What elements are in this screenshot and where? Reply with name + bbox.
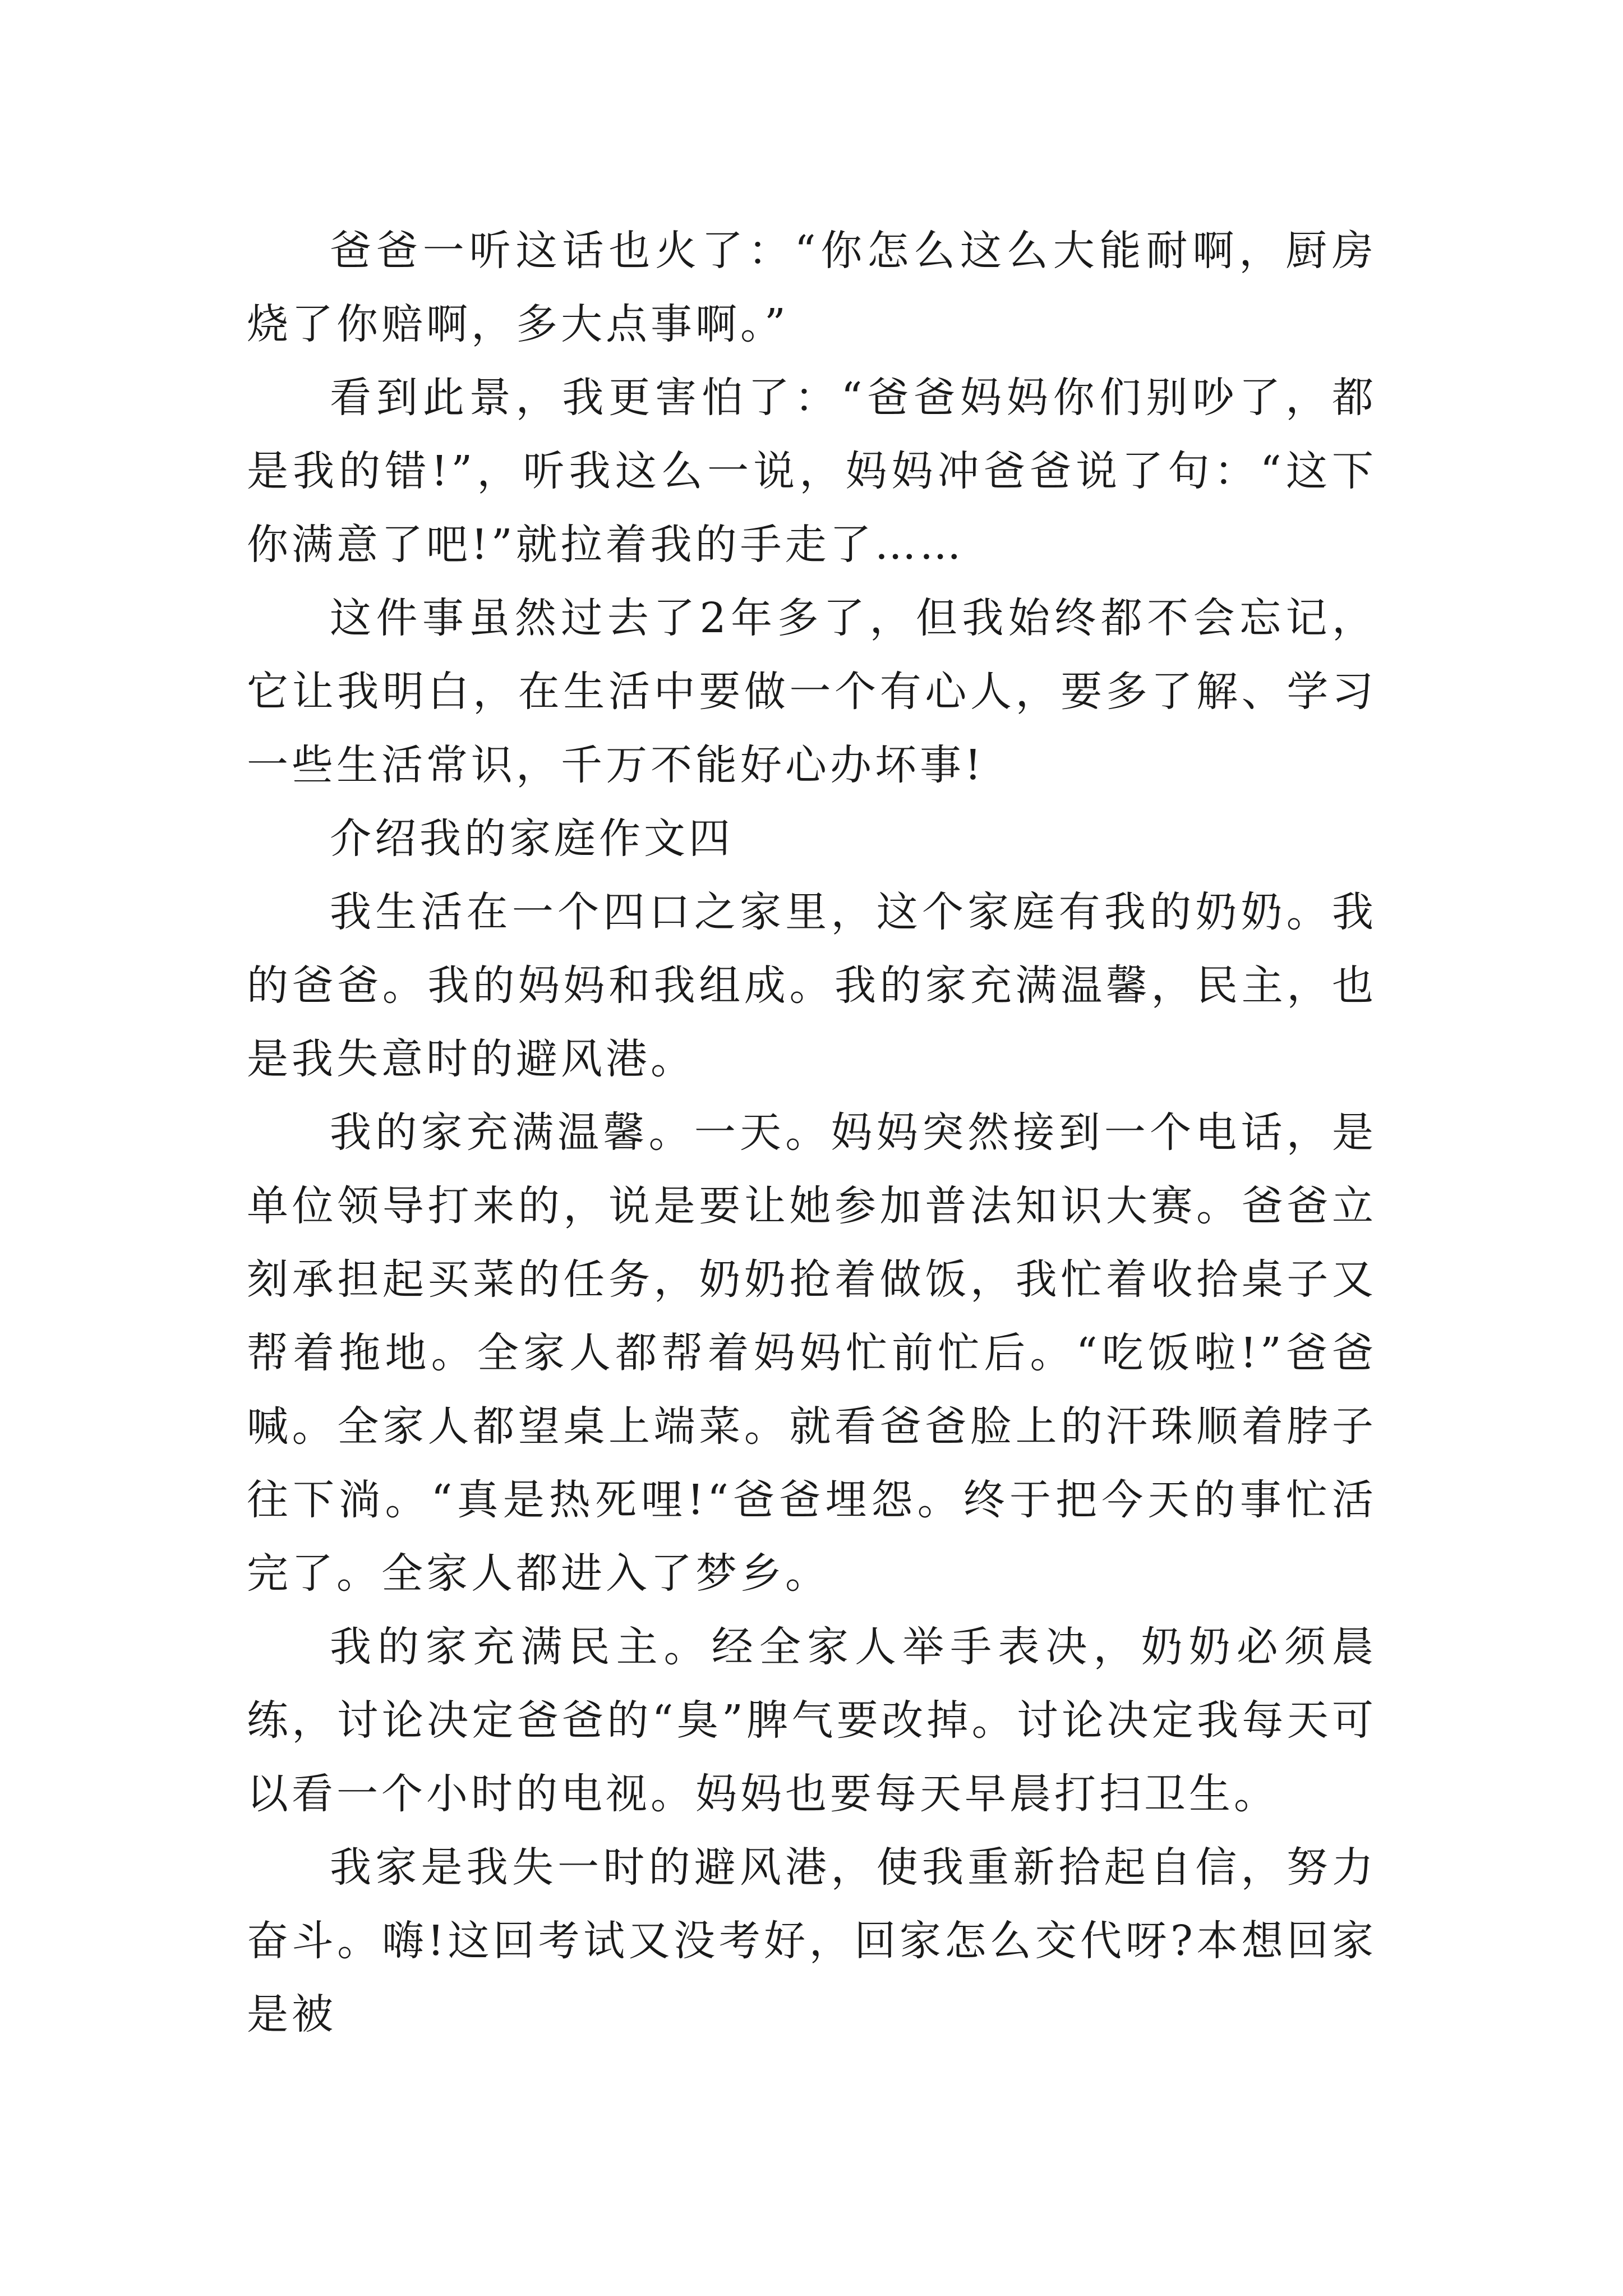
paragraph: 我的家充满民主。经全家人举手表决，奶奶必须晨练，讨论决定爸爸的“臭”脾气要改掉。讨论决定我每天可以看一个小时的电视。妈妈也要每天早晨打扫卫生。 [247, 1623, 1377, 1818]
section-title: 介绍我的家庭作文四 [330, 815, 734, 863]
paragraph: 我的家充满温馨。一天。妈妈突然接到一个电话，是单位领导打来的，说是要让她参加普法知识大赛。爸爸立刻承担起买菜的任务，奶奶抢着做饭，我忙着收拾桌子又帮着拖地。全家人都帮着妈妈忙前忙后。“吃饭啦!”爸爸喊。全家人都望桌上端菜。就看爸爸脸上的汗珠顺着脖子往下淌。“真是热死哩!“爸爸埋怨。终于把今天的事忙活完了。全家人都进入了梦乡。 [247, 1108, 1377, 1598]
paragraph: 我生活在一个四口之家里，这个家庭有我的奶奶。我的爸爸。我的妈妈和我组成。我的家充满温馨，民主，也是我失意时的避风港。 [247, 888, 1377, 1083]
paragraph: 这件事虽然过去了2年多了，但我始终都不会忘记，它让我明白，在生活中要做一个有心人，要多了解、学习一些生活常识，千万不能好心办坏事! [247, 594, 1377, 789]
paragraph: 爸爸一听这话也火了：“你怎么这么大能耐啊，厨房烧了你赔啊，多大点事啊。” [247, 227, 1377, 348]
document-body [247, 214, 1377, 2051]
paragraph: 我家是我失一时的避风港，使我重新拾起自信，努力奋斗。嗨!这回考试又没考好，回家怎么交代呀?本想回家是被 [247, 1843, 1377, 2039]
paragraph: 看到此景，我更害怕了：“爸爸妈妈你们别吵了，都是我的错!”，听我这么一说，妈妈冲爸爸说了句：“这下你满意了吧!”就拉着我的手走了…… [247, 374, 1377, 569]
